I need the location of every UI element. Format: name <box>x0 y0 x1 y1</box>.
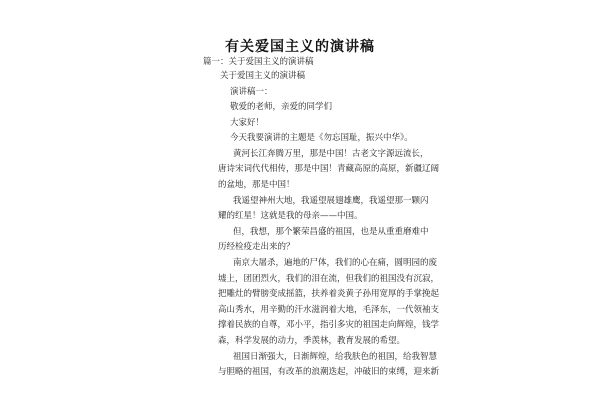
paragraph-line: 耀的红星！这就是我的母亲——中国。 <box>218 211 363 221</box>
paragraph-line: 祖国日渐强大，日渐辉煌，给我肤色的祖国，给我智慧 <box>233 352 438 362</box>
greeting-line: 大家好！ <box>230 118 265 128</box>
greeting-line: 敬爱的老师，亲爱的同学们 <box>230 102 333 112</box>
paragraph-line: 撑着民族的自尊，邓小平，指引多灾的祖国走向辉煌，钱学 <box>218 320 440 330</box>
paragraph-line: 但，我想，那个繁荣昌盛的祖国，也是从重重磨难中 <box>233 227 429 237</box>
paragraph-line: 南京大屠杀，遍地的尸体，我们的心在痛，圆明园的废 <box>233 258 438 268</box>
paragraph-line: 的盆地，那是中国！ <box>218 180 295 190</box>
document-title: 有关爱国主义的演讲稿 <box>225 39 375 55</box>
paragraph-line: 墟上，团团烈火，我们的泪在流，但我们的祖国没有沉寂， <box>218 274 440 284</box>
speech-label: 演讲稿一： <box>230 87 273 97</box>
paragraph-line: 历经检疫走出来的？ <box>218 242 295 252</box>
paragraph-line: 今天我要演讲的主题是《勿忘国耻，振兴中华》。 <box>230 133 413 143</box>
paragraph-line: 我遥望神州大地，我遥望展翅雄鹰，我遥望那一颗闪 <box>233 196 429 206</box>
paragraph-line: 高山秀水，用辛勤的汗水滋润着大地，毛泽东，一代领袖支 <box>218 305 440 315</box>
paragraph-line: 黄河长江奔腾万里，那是中国！古老文字源远流长， <box>233 149 429 159</box>
paragraph-line: 森，科学发展的动力，季羡林，教育发展的希望。 <box>218 336 406 346</box>
paragraph-line: 与胆略的祖国，有改革的浪潮迭起，冲破旧的束缚，迎来新 <box>218 367 440 377</box>
section-heading: 篇一：关于爱国主义的演讲稿 <box>203 57 314 67</box>
paragraph-line: 唐诗宋词代代相传，那是中国！青藏高原的高原，新疆辽阔 <box>218 164 440 174</box>
paragraph-line: 把雕灶的臂膀变成摇篮，扶养着炎黄子孙用宽厚的手掌挽起 <box>218 289 440 299</box>
subtitle-line: 关于爱国主义的演讲稿 <box>220 71 306 81</box>
